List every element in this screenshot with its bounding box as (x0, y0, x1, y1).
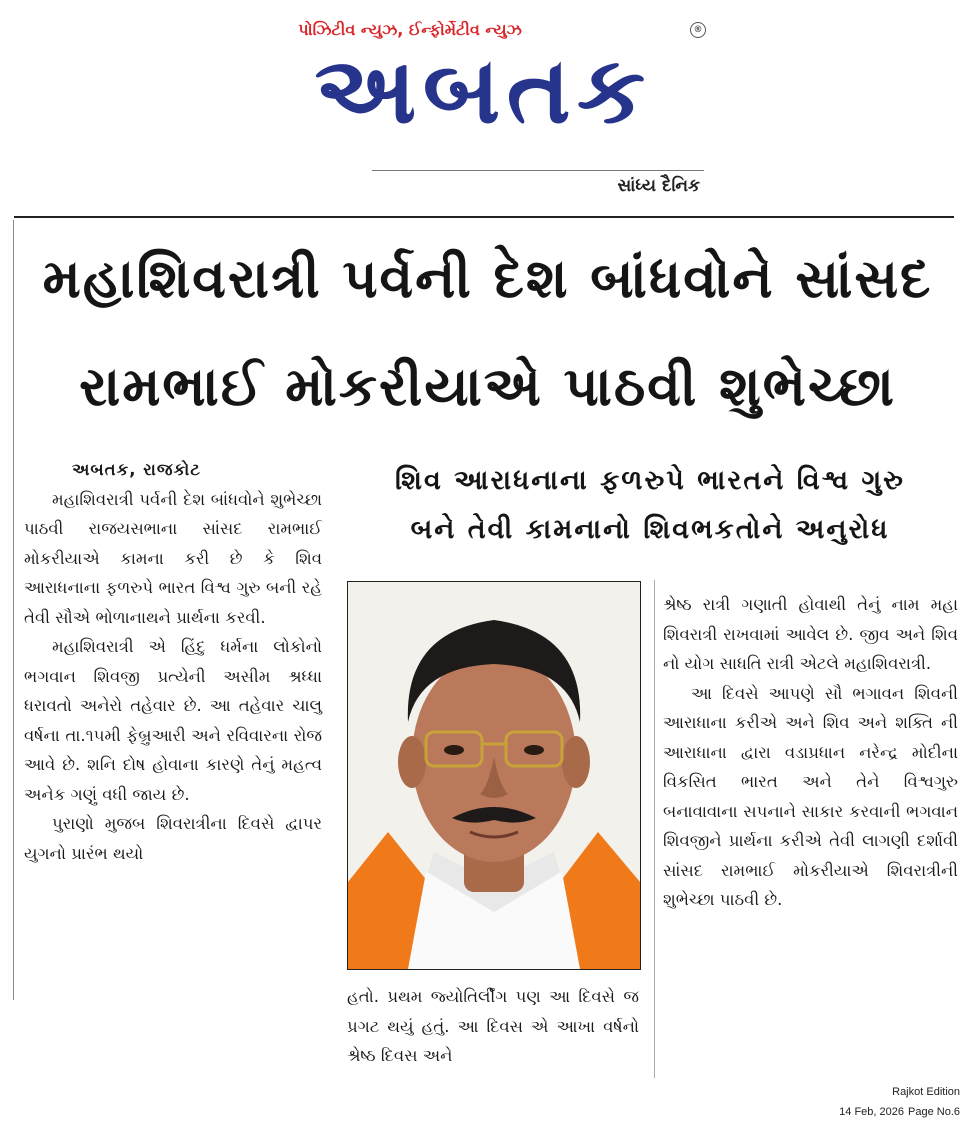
masthead-subtitle: સાંધ્ય દૈનિક (617, 176, 700, 196)
column-divider (654, 580, 655, 1078)
headline-line-1: મહાશિવરાત્રી પર્વની દેશ બાંધવોને સાંસદ (42, 247, 933, 310)
paragraph: મહાશિવરાત્રી પર્વની દેશ બાંધવોને શુભેચ્છા પાઠવી રાજયસભાના સાંસદ રામભાઈ મોકરીયાએ કામના કરી છે કે શિવ આરાધનાના ફળરુપે ભારત વિશ્વ ગુરુ બની રહે તેવી સૌએ ભોળાનાથને પ્રાર્થના કરવી. (24, 489, 322, 627)
paragraph: હતો. પ્રથમ જ્યોતિર્લીંગ પણ આ દિવસે જ પ્રગટ થયું હતું. આ દિવસ એ આખા વર્ષનો શ્રેષ્ઠ દિવસ અને (347, 987, 639, 1065)
paragraph: આ દિવસે આપણે સૌ ભગાવન શિવની આરાધાના કરીએ અને શિવ અને શક્તિ ની આરાધાના દ્વારા વડાપ્રધાન નરેન્દ્ર મોદીના વિકસિત ભારત અને તેને વિશ્વગુરુ બનાવાવાના સપનાને સાકાર કરવાની ભગવાન શિવજીને પ્રાર્થના કરીએ તેવી લાગણી દર્શાવી સાંસદ રામભાઈ મોકરીયાએ શિવરાત્રીની શુભેચ્છા પાઠવી છે. (663, 683, 958, 909)
article-column-1 (24, 455, 322, 868)
paragraph: શ્રેષ્ઠ રાત્રી ગણાતી હોવાથી તેનું નામ મહા શિવરાત્રી રાખવામાં આવેલ છે. જીવ અને શિવ નો યોગ સાધતિ રાત્રી એટલે મહાશિવરાત્રી. (663, 595, 958, 673)
dateline: અબતક, રાજકોટ (72, 460, 201, 479)
paragraph: મહાશિવરાત્રી એ હિંદુ ધર્મના લોકોનો ભગવાન શિવજી પ્રત્યેની અસીમ શ્રધ્ધા ધરાવતો અનેરો તહેવાર છે. આ તહેવાર ચાલુ વર્ષના તા.૧૫મી ફેબ્રુઆરી અને રવિવારના રોજ આવે છે. શનિ દોષ હોવાના કારણે તેનું મહત્વ અનેક ગણું વધી જાય છે. (24, 637, 322, 804)
edition-label: Rajkot Edition (892, 1086, 960, 1098)
left-margin-line (13, 220, 14, 1000)
subheadline-line-2: બને તેવી કામનાનો શિવભકતોને અનુરોધ (410, 514, 890, 545)
article-column-3 (663, 590, 958, 915)
subheadline (335, 456, 965, 554)
date-page-label (790, 1106, 960, 1118)
headline-line-2: રામભાઈ મોકરીયાએ પાઠવી શુભેચ્છા (79, 355, 896, 418)
portrait-illustration (348, 582, 640, 969)
registered-mark: ® (690, 22, 706, 38)
subheadline-line-1: શિવ આરાધનાના ફળરુપે ભારતને વિશ્વ ગુરુ (395, 465, 905, 496)
page-number: Page No.6 (908, 1106, 960, 1118)
paragraph: પુરાણો મુજબ શિવરાત્રીના દિવસે દ્વાપર યુગનો પ્રારંભ થયો (24, 814, 322, 863)
masthead-tagline: પોઝિટીવ ન્યુઝ, ઈન્ફોર્મેટીવ ન્યુઝ (298, 20, 522, 39)
mp-portrait-photo (347, 581, 641, 970)
masthead-rule (372, 170, 704, 171)
header-divider (14, 216, 954, 218)
issue-date: 14 Feb, 2026 (839, 1106, 905, 1118)
newspaper-logo: અબતક (314, 37, 652, 144)
article-column-2 (347, 982, 639, 1071)
